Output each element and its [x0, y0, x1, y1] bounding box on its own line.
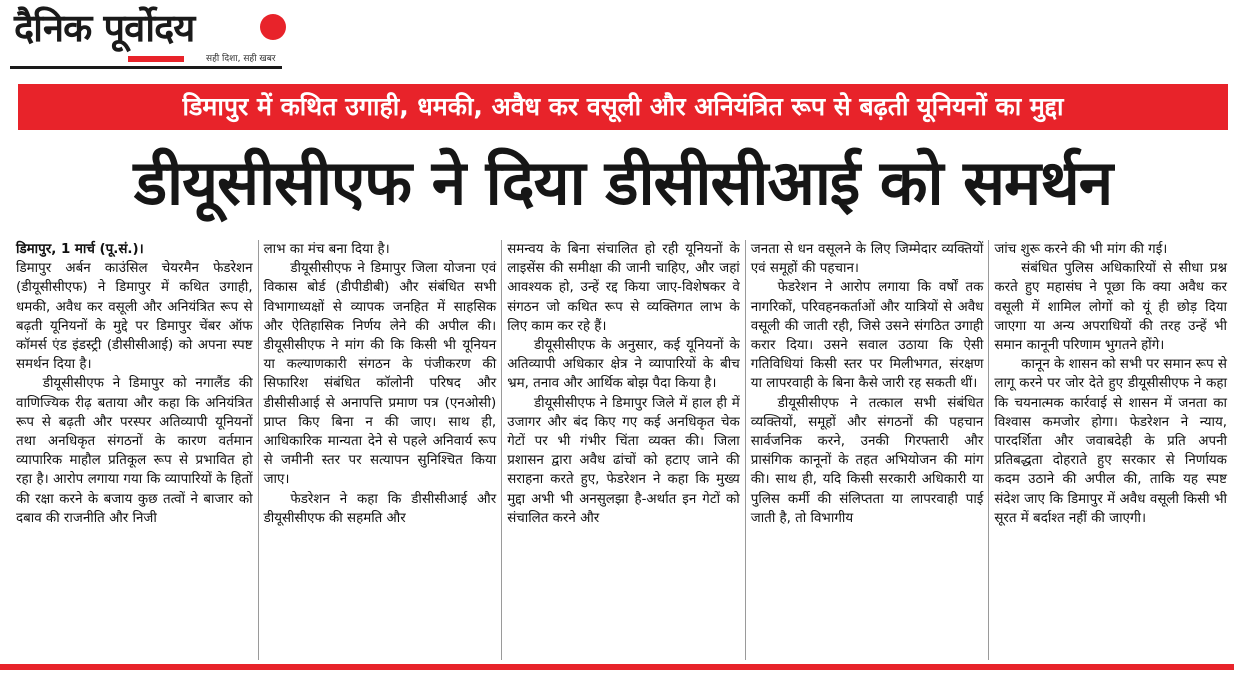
article-column-1 [14, 240, 258, 660]
masthead-logo-mark [260, 14, 286, 40]
article-paragraph: डीयूसीसीएफ ने डिमापुर जिला योजना एवं विकास बोर्ड (डीपीडीबी) और संबंधित सभी विभागाध्यक्षों से व्यापक जनहित में साहसिक और ऐतिहासिक निर्णय लेने की अपील की। डीयूसीसीएफ ने मांग की कि किसी भी यूनियन या कल्याणकारी संगठन के पंजीकरण की सिफारिश संबंधित कॉलोनी परिषद और डीसीसीआई से अनापत्ति प्रमाण पत्र (एनओसी) प्राप्त किए बिना न की जाए। साथ ही, आधिकारिक मान्यता देने से पहले अनिवार्य रूप से जमीनी स्तर पर सत्यापन सुनिश्चित किया जाए। [263, 261, 497, 488]
article-paragraph: डिमापुर अर्बन काउंसिल चेयरमैन फेडरेशन (डीयूसीसीएफ) ने डिमापुर में कथित उगाही, धमकी, अवैध कर वसूली और अनियंत्रित रूप से बढ़ती यूनियनों के मुद्दे पर डिमापुर चेंबर ऑफ कॉमर्स एंड इंडस्ट्री (डीसीसीआई) को अपना स्पष्ट समर्थन दिया है। [16, 261, 253, 373]
article-paragraph [16, 240, 253, 259]
article-paragraph: फेडरेशन ने कहा कि डीसीसीआई और डीयूसीसीएफ की सहमति और [263, 491, 497, 526]
article-paragraph: समन्वय के बिना संचालित हो रही यूनियनों के लाइसेंस की समीक्षा की जानी चाहिए, और जहां आवश्यक हो, उन्हें रद्द किया जाए-विशेषकर वे संगठन जो कथित रूप से व्यक्तिगत लाभ के लिए काम कर रहे हैं। [507, 242, 740, 334]
dateline: डिमापुर, 1 मार्च (पू.सं.)। [16, 242, 144, 257]
kicker-banner: डिमापुर में कथित उगाही, धमकी, अवैध कर वसूली और अनियंत्रित रूप से बढ़ती यूनियनों का मुद्दा [18, 84, 1228, 130]
masthead-tagline: सही दिशा, सही खबर [206, 54, 276, 64]
article-paragraph: लाभ का मंच बना दिया है। [263, 242, 390, 257]
article-column-2 [258, 240, 502, 660]
article-column-3 [501, 240, 745, 660]
article-paragraph: डीयूसीसीएफ ने डिमापुर जिले में हाल ही में उजागर और बंद किए गए कई अनधिकृत चेक गेटों पर भी गंभीर चिंता व्यक्त की। जिला प्रशासन द्वारा अवैध ढांचों को हटाए जाने की सराहना करते हुए, फेडरेशन ने कहा कि मुख्य मुद्दा अभी भी अनसुलझा है-अर्थात इन गेटों को संचालित करने और [507, 395, 740, 526]
article-paragraph: डीयूसीसीएफ ने तत्काल सभी संबंधित व्यक्तियों, समूहों और संगठनों की पहचान सार्वजनिक करने, उनकी गिरफ्तारी और प्रासंगिक कानूनों के तहत अभियोजन की मांग की। साथ ही, यदि किसी सरकारी अधिकारी या पुलिस कर्मी की संलिप्तता या लापरवाही पाई जाती है, तो विभागीय [750, 395, 984, 526]
masthead-red-bar [128, 56, 184, 62]
article-paragraph: डीयूसीसीएफ ने डिमापुर को नगालैंड की वाणिज्यिक रीढ़ बताया और कहा कि अनियंत्रित रूप से बढ़ती और परस्पर अतिव्यापी यूनियनों तथा अनधिकृत संगठनों के कारण वर्तमान व्यापारिक माहौल प्रतिकूल रूप से प्रभावित हो रहा है। आरोप लगाया गया कि व्यापारियों के हितों की रक्षा करने के बजाय कुछ तत्वों ने बाजार को दबाव की राजनीति और निजी [16, 376, 253, 526]
article-paragraph: जनता से धन वसूलने के लिए जिम्मेदार व्यक्तियों एवं समूहों की पहचान। [750, 242, 984, 277]
masthead [10, 4, 290, 74]
article-paragraph: फेडरेशन ने आरोप लगाया कि वर्षों तक नागरिकों, परिवहनकर्ताओं और यात्रियों से अवैध वसूली की जाती रही, जिसे उसने संगठित उगाही करार दिया। उसने सवाल उठाया कि ऐसी गतिविधियां किसी स्तर पर मिलीभगत, संरक्षण या लापरवाही के बिना कैसे जारी रह सकती थीं। [750, 280, 984, 392]
article-body [14, 240, 1232, 660]
article-paragraph: जांच शुरू करने की भी मांग की गई। [994, 242, 1168, 257]
article-column-5 [988, 240, 1232, 660]
masthead-title: दैनिक पूर्वोदय [14, 6, 195, 50]
article-paragraph: डीयूसीसीएफ के अनुसार, कई यूनियनों के अतिव्यापी अधिकार क्षेत्र ने व्यापारियों के बीच भ्रम, तनाव और आर्थिक बोझ पैदा किया है। [507, 338, 740, 392]
article-paragraph: कानून के शासन को सभी पर समान रूप से लागू करने पर जोर देते हुए डीयूसीसीएफ ने कहा कि चयनात्मक कार्रवाई से शासन में जनता का विश्वास कमजोर होगा। फेडरेशन ने न्याय, पारदर्शिता और जवाबदेही के प्रति अपनी प्रतिबद्धता दोहराते हुए सरकार से निर्णायक कदम उठाने की अपील की, ताकि यह स्पष्ट संदेश जाए कि डिमापुर में अवैध वसूली किसी भी सूरत में बर्दाश्त नहीं की जाएगी। [994, 357, 1227, 526]
article-paragraph: संबंधित पुलिस अधिकारियों से सीधा प्रश्न करते हुए महासंघ ने पूछा कि क्या अवैध कर वसूली में शामिल लोगों को यूं ही छोड़ दिया जाएगा या अन्य अपराधियों की तरह उन्हें भी समान कानूनी परिणाम भुगतने होंगे। [994, 261, 1227, 354]
headline: डीयूसीसीएफ ने दिया डीसीसीआई को समर्थन [133, 146, 1113, 219]
bottom-rule [0, 664, 1234, 670]
masthead-rule [10, 66, 282, 69]
article-column-4 [745, 240, 989, 660]
